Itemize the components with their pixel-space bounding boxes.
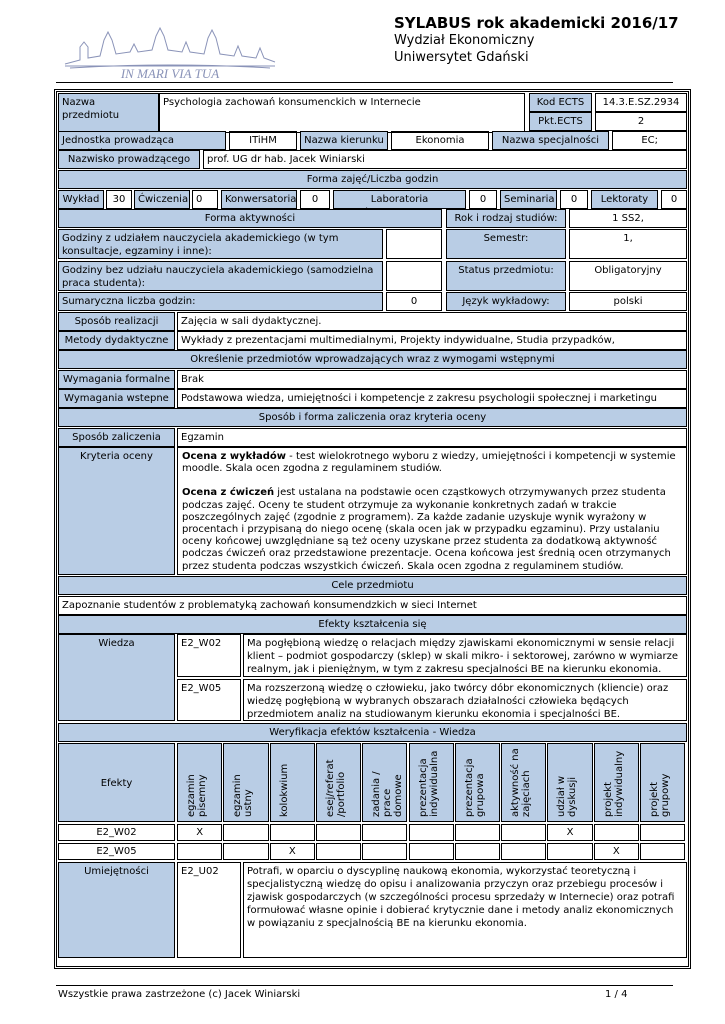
- svg-text:IN MARI VIA TUA: IN MARI VIA TUA: [120, 66, 220, 80]
- activity-title: Forma aktywności: [58, 209, 442, 228]
- verification-mark: [177, 843, 222, 860]
- exercise-criteria: Ocena z ćwiczeń jest ustalana na podstawie ocen cząstkowych otrzymywanych przez studenta podczas zajęć. Oceny te student otrzymuje za wykonanie konkretnych zadań w trakcie poszczególnych zajęć (zgodnie z programem). Za każde zadanie uzyskuje wynik wyrażony w procentach i przypisaną do niego ocenę (skala ocen jak w przypadku egzaminu). Przy ustalaniu oceny końcowej uwzględniane są też oceny uzyskane przez studenta za dodatkową aktywność podczas ćwiczeń oraz przedstawione prezentacje. Ocena końcowa jest średnią ocen otrzymanych przez studenta podczas wszystkich ćwiczeń. Skala ocen zgodna z regulaminem studiów.: [182, 487, 671, 572]
- verification-column-label: esej/referat /portfolio: [324, 759, 347, 817]
- w05-text: Ma rozszerzoną wiedzę o człowieku, jako twórcy dóbr ekonomicznych (kliencie) oraz wiedzę pogłębioną w wybranych obszarach działalności człowieka będących przedmiotem analiz na studiowanym kierunku ekonomia i specjalności BE.: [243, 679, 687, 721]
- verification-mark: [640, 824, 685, 841]
- ects-code: 14.3.E.SZ.2934: [595, 93, 687, 112]
- spec: EC;: [612, 131, 687, 150]
- hours-without-teacher: [386, 261, 442, 291]
- didactic-methods: Wykłady z prezentacjami multimedialnymi, Projekty indywidualne, Studia przypadków,: [177, 331, 687, 350]
- lab-hours: 0: [469, 190, 497, 209]
- verification-mark: [362, 843, 407, 860]
- semester: 1,: [569, 229, 687, 259]
- header-divider: [56, 82, 673, 83]
- verification-mark: X: [177, 824, 222, 841]
- verification-mark: [455, 843, 500, 860]
- syllabus-title: SYLABUS rok akademicki 2016/17: [394, 14, 679, 32]
- konwersatoria-label: Konwersatoria: [221, 190, 297, 209]
- verification-mark: [223, 824, 268, 841]
- spec-label: Nazwa specjalności: [492, 131, 609, 150]
- realization-method-label: Sposób realizacji: [58, 312, 175, 331]
- semester-label: Semestr:: [446, 229, 566, 259]
- year: 1 SS2,: [569, 209, 687, 228]
- skills-label: Umiejętności: [58, 862, 175, 958]
- language: polski: [569, 292, 687, 311]
- assessment-method: Egzamin: [177, 428, 687, 447]
- faculty-name: Wydział Ekonomiczny: [394, 33, 535, 48]
- unit-label: Jednostka prowadząca: [58, 131, 226, 150]
- footer-divider: [56, 985, 673, 986]
- hours-with-teacher: [386, 229, 442, 259]
- w02-code: E2_W02: [177, 634, 241, 677]
- verification-mark: [547, 843, 592, 860]
- verification-column-header: [640, 743, 685, 822]
- formal-requirements: Brak: [177, 370, 687, 389]
- course-name-label: Nazwa przedmiotu: [58, 93, 159, 133]
- verification-mark: [501, 824, 546, 841]
- hours-with-teacher-label: Godziny z udziałem nauczyciela akademickiego (w tym konsultacje, egzaminy i inne):: [58, 229, 383, 259]
- verification-mark: X: [594, 843, 639, 860]
- hours-without-teacher-label: Godziny bez udziału nauczyciela akademickiego (samodzielna praca studenta):: [58, 261, 383, 291]
- w05-code: E2_W05: [177, 679, 241, 721]
- unit: ITiHM: [229, 131, 297, 150]
- status: Obligatoryjny: [569, 261, 687, 291]
- assessment-title: Sposób i forma zaliczenia oraz kryteria oceny: [58, 408, 687, 427]
- lektoraty-label: Lektoraty: [591, 190, 658, 209]
- verification-column-header: [177, 743, 222, 822]
- verification-column-label: udział w dyskusji: [556, 775, 579, 817]
- total-hours-label: Sumaryczna liczba godzin:: [58, 292, 383, 311]
- verification-column-header: [409, 743, 454, 822]
- verification-column-header: [270, 743, 315, 822]
- verification-column-label: projekt indywidualny: [602, 750, 625, 817]
- verification-mark: [594, 824, 639, 841]
- goals-title: Cele przedmiotu: [58, 576, 687, 595]
- verification-column-label: aktywność na zajęciach: [510, 748, 533, 817]
- prereq-title: Określenie przedmiotów wprowadzających wraz z wymogami wstępnymi: [58, 350, 687, 369]
- effects-label: Efekty: [58, 743, 175, 822]
- ects-points: 2: [595, 112, 687, 131]
- verification-column-label: prezentacja indywidualna: [417, 750, 440, 817]
- verification-row-code: E2_W02: [58, 824, 175, 841]
- seminaria-label: Seminaria: [500, 190, 557, 209]
- university-logo: [60, 22, 280, 80]
- verification-mark: [455, 824, 500, 841]
- verification-column-header: [362, 743, 407, 822]
- verification-column-label: projekt grupowy: [649, 773, 671, 817]
- u02-code: E2_U02: [177, 862, 241, 958]
- field-label: Nazwa kierunku: [300, 131, 388, 150]
- year-label: Rok i rodzaj studiów:: [446, 209, 566, 228]
- didactic-methods-label: Metody dydaktyczne: [58, 331, 175, 350]
- cwiczenia-label: Ćwiczenia: [134, 190, 190, 209]
- city-skyline-icon: [60, 22, 280, 80]
- verification-mark: [640, 843, 685, 860]
- teacher-label: Nazwisko prowadzącego: [58, 150, 200, 169]
- verification-column-header: [594, 743, 639, 822]
- verification-column-header: [316, 743, 361, 822]
- verification-mark: X: [270, 843, 315, 860]
- assessment-method-label: Sposób zaliczenia: [58, 428, 175, 447]
- formal-requirements-label: Wymagania formalne: [58, 370, 175, 389]
- footer-page: 1 / 4: [605, 989, 628, 1000]
- verification-mark: [409, 824, 454, 841]
- lab-label: Laboratoria: [333, 190, 466, 209]
- verification-mark: X: [547, 824, 592, 841]
- ects-points-label: Pkt.ECTS: [529, 112, 592, 131]
- initial-requirements: Podstawowa wiedza, umiejętności i kompetencje z zakresu psychologii społecznej i marketingu: [177, 389, 687, 408]
- lektoraty-hours: 0: [661, 190, 687, 209]
- status-label: Status przedmiotu:: [446, 261, 566, 291]
- verification-column-header: [223, 743, 268, 822]
- verification-mark: [316, 843, 361, 860]
- realization-method: Zajęcia w sali dydaktycznej.: [177, 312, 687, 331]
- lecture-criteria: Ocena z wykładów - test wielokrotnego wyboru z wiedzy, umiejętności i kompetencji w systemie moodle. Skala ocen zgodna z regulaminem studiów.: [182, 451, 676, 475]
- verification-mark: [409, 843, 454, 860]
- verification-column-label: zadania / prace domowe: [371, 771, 405, 817]
- criteria-label: Kryteria oceny: [58, 447, 175, 575]
- verification-column-label: egzamin ustny: [232, 774, 255, 817]
- verification-mark: [362, 824, 407, 841]
- field: Ekonomia: [391, 131, 489, 150]
- footer-copyright: Wszystkie prawa zastrzeżone (c) Jacek Winiarski: [58, 989, 301, 1000]
- verification-mark: [501, 843, 546, 860]
- verification-row-code: E2_W05: [58, 843, 175, 860]
- verification-column-header: [501, 743, 546, 822]
- verification-column-label: kolokwium: [278, 763, 290, 817]
- course-name: Psychologia zachowań konsumenckich w Internecie: [159, 93, 525, 133]
- verification-mark: [316, 824, 361, 841]
- goals-text: Zapoznanie studentów z problematyką zachowań konsumendzkich w sieci Internet: [58, 596, 687, 615]
- initial-requirements-label: Wymagania wstepne: [58, 389, 175, 408]
- u02-text: Potrafi, w oparciu o dyscyplinę naukową ekonomia, wykorzystać teoretyczną i specjalistyczną wiedzę do opisu i analizowania przyczyn oraz przebiegu procesów i zjawisk gospodarczych (w szczególności procesu sprzedaży w Internecie) oraz potrafi formułować własne opinie i dobierać krytycznie dane i metody analiz ekonomicznych w powiązaniu z specjalnością BE na kierunku ekonomia.: [243, 862, 687, 958]
- w02-text: Ma pogłębioną wiedzę o relacjach między zjawiskami ekonomicznymi w sensie relacji klient – podmiot gospodarczy (sklep) w skali mikro- i sektorowej, zarówno w wymiarze realnym, jak i pieniężnym, w tym z zakresu specjalności BE na kierunku ekonomia.: [243, 634, 687, 677]
- verification-mark: [270, 824, 315, 841]
- ects-code-label: Kod ECTS: [529, 93, 592, 112]
- verification-column-label: egzamin pisemny: [186, 774, 208, 817]
- criteria-text: [177, 447, 687, 575]
- verification-column-header: [455, 743, 500, 822]
- konwersatoria-hours: 0: [300, 190, 330, 209]
- knowledge-label: Wiedza: [58, 634, 175, 721]
- verification-column-header: [547, 743, 592, 822]
- seminaria-hours: 0: [560, 190, 588, 209]
- outcomes-title: Efekty kształcenia się: [58, 615, 687, 634]
- verification-column-label: prezentacja grupowa: [463, 758, 486, 817]
- university-name: Uniwersytet Gdański: [394, 50, 529, 65]
- teacher: prof. UG dr hab. Jacek Winiarski: [203, 150, 687, 169]
- cwiczenia-hours: 0: [192, 190, 218, 209]
- total-hours: 0: [386, 292, 442, 311]
- wyklad-label: Wykład: [58, 190, 104, 209]
- wyklad-hours: 30: [106, 190, 132, 209]
- verification-mark: [223, 843, 268, 860]
- verification-title: Weryfikacja efektów kształcenia - Wiedza: [58, 723, 687, 742]
- forms-title: Forma zajęć/Liczba godzin: [58, 170, 687, 189]
- language-label: Język wykładowy:: [446, 292, 566, 311]
